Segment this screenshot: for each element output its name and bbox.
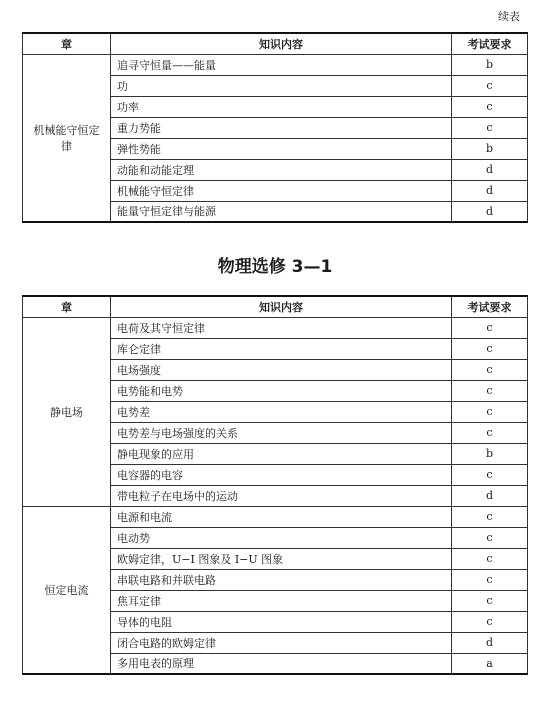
chapter-cell: 恒定电流 xyxy=(23,506,111,674)
content-cell: 电势差 xyxy=(111,401,452,422)
header-chapter: 章 xyxy=(23,296,111,317)
content-cell: 带电粒子在电场中的运动 xyxy=(111,485,452,506)
table-header-row xyxy=(23,33,528,54)
content-cell: 弹性势能 xyxy=(111,138,452,159)
content-cell: 电动势 xyxy=(111,527,452,548)
content-cell: 静电现象的应用 xyxy=(111,443,452,464)
section-title: 物理选修 3—1 xyxy=(217,257,333,277)
content-cell: 串联电路和并联电路 xyxy=(111,569,452,590)
content-cell: 电势能和电势 xyxy=(111,380,452,401)
content-cell: 能量守恒定律与能源 xyxy=(111,201,452,222)
requirement-cell: d xyxy=(452,159,528,180)
requirement-cell: c xyxy=(452,590,528,611)
content-cell: 功 xyxy=(111,75,452,96)
content-cell: 电势差与电场强度的关系 xyxy=(111,422,452,443)
requirement-cell: c xyxy=(452,611,528,632)
requirement-cell: c xyxy=(452,359,528,380)
content-cell: 电容器的电容 xyxy=(111,464,452,485)
chapter-cell: 机械能守恒定律 xyxy=(23,54,111,222)
content-cell: 电荷及其守恒定律 xyxy=(111,317,452,338)
content-cell: 追寻守恒量——能量 xyxy=(111,54,452,75)
header-requirement: 考试要求 xyxy=(452,33,528,54)
requirement-cell: d xyxy=(452,201,528,222)
requirement-cell: c xyxy=(452,464,528,485)
requirement-cell: c xyxy=(452,380,528,401)
electrostatics-current-table xyxy=(22,295,528,675)
chapter-cell: 静电场 xyxy=(23,317,111,506)
content-cell: 闭合电路的欧姆定律 xyxy=(111,632,452,653)
mechanical-energy-table xyxy=(22,32,528,223)
requirement-cell: c xyxy=(452,338,528,359)
requirement-cell: d xyxy=(452,180,528,201)
requirement-cell: c xyxy=(452,317,528,338)
table-header-row xyxy=(23,296,528,317)
content-cell: 动能和动能定理 xyxy=(111,159,452,180)
table-row xyxy=(23,317,528,338)
header-content: 知识内容 xyxy=(111,296,452,317)
content-cell: 电场强度 xyxy=(111,359,452,380)
content-cell: 导体的电阻 xyxy=(111,611,452,632)
requirement-cell: d xyxy=(452,485,528,506)
requirement-cell: c xyxy=(452,401,528,422)
requirement-cell: c xyxy=(452,75,528,96)
requirement-cell: c xyxy=(452,96,528,117)
content-cell: 焦耳定律 xyxy=(111,590,452,611)
requirement-cell: b xyxy=(452,138,528,159)
requirement-cell: c xyxy=(452,506,528,527)
requirement-cell: a xyxy=(452,653,528,674)
requirement-cell: c xyxy=(452,548,528,569)
content-cell: 重力势能 xyxy=(111,117,452,138)
content-cell: 机械能守恒定律 xyxy=(111,180,452,201)
header-chapter: 章 xyxy=(23,33,111,54)
requirement-cell: c xyxy=(452,117,528,138)
requirement-cell: c xyxy=(452,422,528,443)
content-cell: 库仑定律 xyxy=(111,338,452,359)
content-cell: 多用电表的原理 xyxy=(111,653,452,674)
content-cell: 欧姆定律，U−I 图象及 I−U 图象 xyxy=(111,548,452,569)
requirement-cell: d xyxy=(452,632,528,653)
table-row xyxy=(23,506,528,527)
table-row xyxy=(23,54,528,75)
content-cell: 电源和电流 xyxy=(111,506,452,527)
requirement-cell: b xyxy=(452,54,528,75)
requirement-cell: b xyxy=(452,443,528,464)
header-requirement: 考试要求 xyxy=(452,296,528,317)
requirement-cell: c xyxy=(452,527,528,548)
content-cell: 功率 xyxy=(111,96,452,117)
requirement-cell: c xyxy=(452,569,528,590)
header-content: 知识内容 xyxy=(111,33,452,54)
continued-label: 续表 xyxy=(498,10,520,23)
